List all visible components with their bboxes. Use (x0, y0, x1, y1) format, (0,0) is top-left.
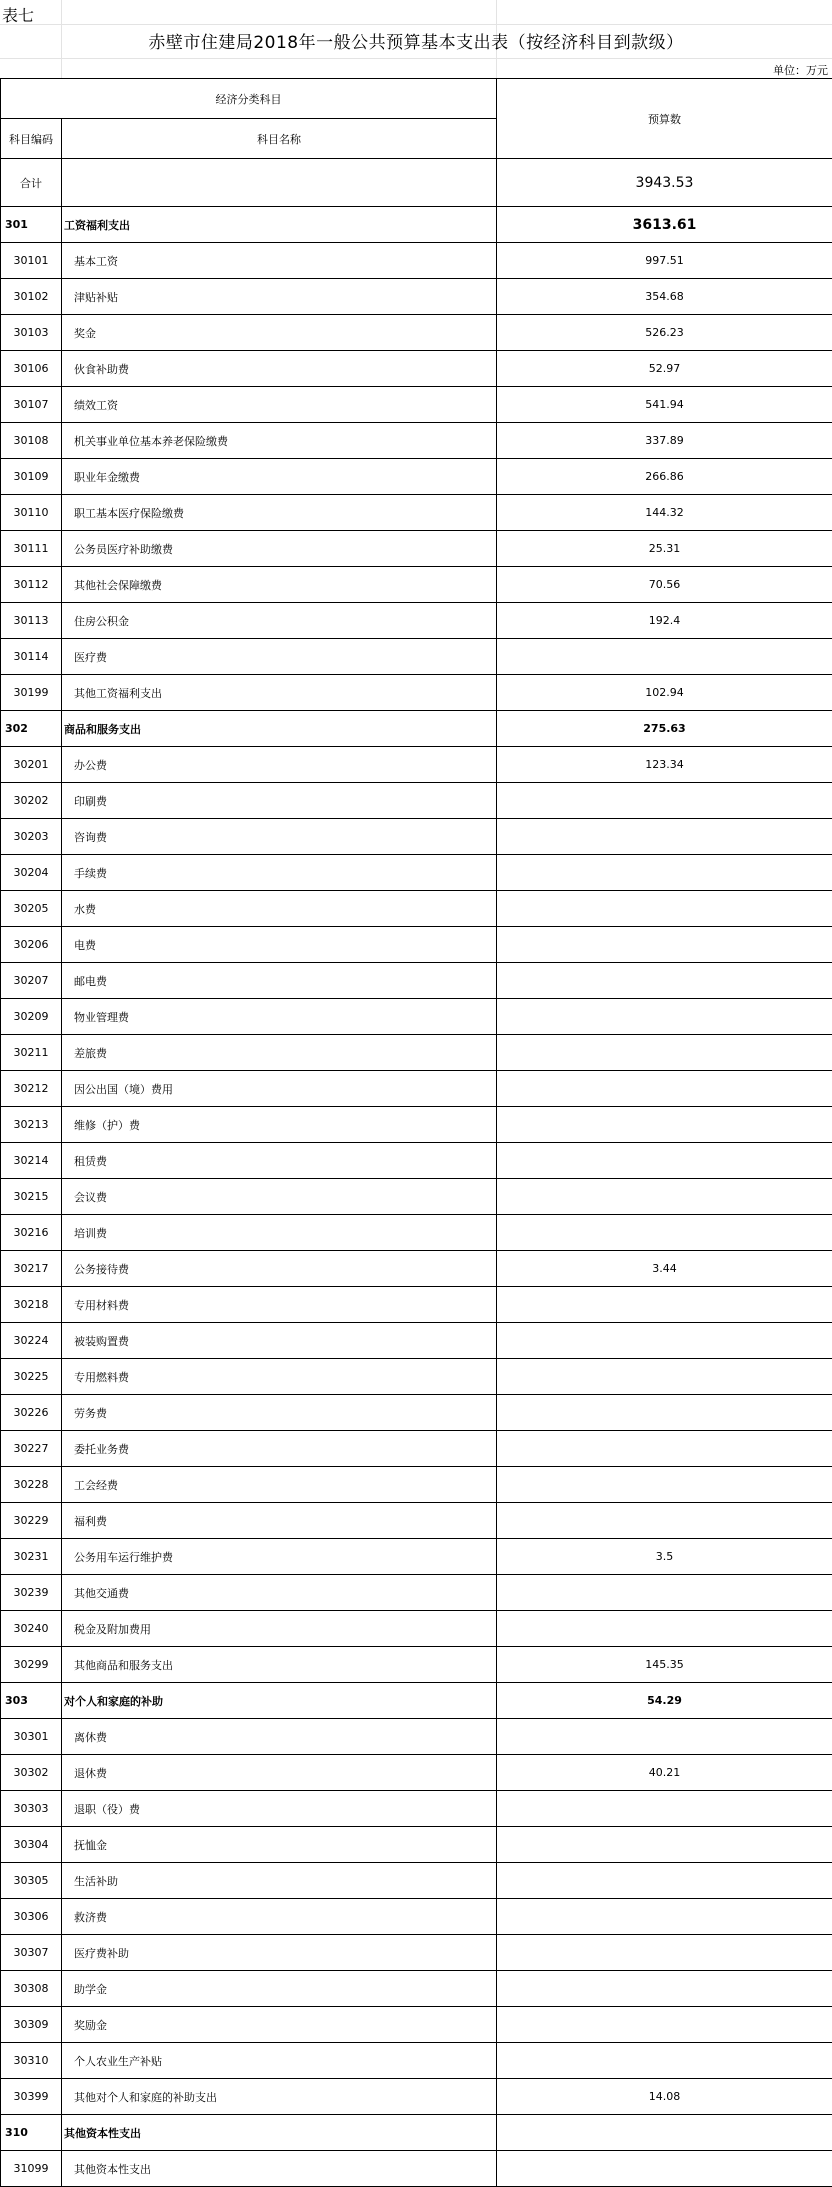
subject-code-cell: 30199 (1, 675, 62, 711)
budget-amount-cell: 997.51 (497, 243, 832, 279)
table-row (1, 1107, 832, 1143)
table-row (1, 243, 832, 279)
sheet-label: 表七 (2, 6, 35, 25)
table-row (1, 1935, 832, 1971)
subject-code-cell: 30239 (1, 1575, 62, 1611)
subject-code-cell: 30214 (1, 1143, 62, 1179)
table-row (1, 963, 832, 999)
subject-code-cell: 30227 (1, 1431, 62, 1467)
table-row (1, 783, 832, 819)
subject-name-cell: 医疗费补助 (62, 1935, 497, 1971)
budget-amount-cell: 40.21 (497, 1755, 832, 1791)
budget-amount-cell: 3613.61 (497, 207, 832, 243)
budget-amount-cell: 145.35 (497, 1647, 832, 1683)
sheet-top-area (0, 0, 832, 24)
budget-amount-cell: 337.89 (497, 423, 832, 459)
subject-name-cell: 电费 (62, 927, 497, 963)
subject-code-cell: 30209 (1, 999, 62, 1035)
unit-label: 单位：万元 (773, 64, 828, 77)
table-row (1, 1647, 832, 1683)
subject-name-cell: 对个人和家庭的补助 (62, 1683, 497, 1719)
subject-name-cell: 救济费 (62, 1899, 497, 1935)
budget-table (0, 78, 832, 2187)
budget-amount-cell (497, 1035, 832, 1071)
budget-amount-cell (497, 1395, 832, 1431)
subject-name-cell: 离休费 (62, 1719, 497, 1755)
subject-code-cell: 30107 (1, 387, 62, 423)
subject-name-cell: 公务接待费 (62, 1251, 497, 1287)
table-row (1, 2151, 832, 2187)
subject-code-cell: 30108 (1, 423, 62, 459)
budget-amount-cell (497, 999, 832, 1035)
budget-amount-cell (497, 639, 832, 675)
subject-name-cell: 福利费 (62, 1503, 497, 1539)
budget-amount-cell (497, 1143, 832, 1179)
subject-name-cell: 其他交通费 (62, 1575, 497, 1611)
category-row (1, 207, 832, 243)
budget-amount-cell (497, 1971, 832, 2007)
subject-code-cell: 30112 (1, 567, 62, 603)
budget-amount-cell (497, 855, 832, 891)
subject-code-cell: 30308 (1, 1971, 62, 2007)
table-row (1, 1575, 832, 1611)
budget-amount-cell: 52.97 (497, 351, 832, 387)
budget-amount-cell: 3.5 (497, 1539, 832, 1575)
table-row (1, 855, 832, 891)
table-row (1, 1431, 832, 1467)
header-group-cell: 经济分类科目 (1, 79, 497, 119)
table-row (1, 999, 832, 1035)
budget-amount-cell (497, 1107, 832, 1143)
subject-code-cell: 30215 (1, 1179, 62, 1215)
table-row (1, 603, 832, 639)
subject-code-cell: 30307 (1, 1935, 62, 1971)
subject-name-cell: 工资福利支出 (62, 207, 497, 243)
subject-name-cell: 住房公积金 (62, 603, 497, 639)
budget-amount-cell (497, 1791, 832, 1827)
subject-name-cell: 津贴补贴 (62, 279, 497, 315)
table-row (1, 279, 832, 315)
subject-code-cell: 30211 (1, 1035, 62, 1071)
subject-name-cell: 伙食补助费 (62, 351, 497, 387)
table-row (1, 639, 832, 675)
budget-amount-cell (497, 1899, 832, 1935)
subject-name-cell: 其他商品和服务支出 (62, 1647, 497, 1683)
budget-amount-cell: 144.32 (497, 495, 832, 531)
table-row (1, 927, 832, 963)
budget-amount-cell (497, 783, 832, 819)
budget-amount-cell (497, 1179, 832, 1215)
subject-name-cell: 其他对个人和家庭的补助支出 (62, 2079, 497, 2115)
subject-code-cell: 30205 (1, 891, 62, 927)
budget-amount-cell (497, 1611, 832, 1647)
budget-amount-cell (497, 1863, 832, 1899)
budget-amount-cell (497, 1071, 832, 1107)
gridline (0, 58, 832, 59)
budget-amount-cell (497, 2043, 832, 2079)
subject-code-cell: 30229 (1, 1503, 62, 1539)
subject-code-cell: 30114 (1, 639, 62, 675)
budget-amount-cell: 354.68 (497, 279, 832, 315)
subject-code-cell: 30310 (1, 2043, 62, 2079)
budget-amount-cell: 275.63 (497, 711, 832, 747)
budget-amount-cell: 70.56 (497, 567, 832, 603)
budget-amount-cell: 3.44 (497, 1251, 832, 1287)
budget-amount-cell (497, 819, 832, 855)
budget-amount-cell (497, 891, 832, 927)
budget-amount-cell (497, 1575, 832, 1611)
subject-code-cell: 301 (1, 207, 62, 243)
subject-name-cell: 其他工资福利支出 (62, 675, 497, 711)
subject-code-cell: 30113 (1, 603, 62, 639)
table-row (1, 1323, 832, 1359)
subject-code-cell: 30103 (1, 315, 62, 351)
table-row (1, 387, 832, 423)
table-row (1, 1611, 832, 1647)
subject-name-cell: 办公费 (62, 747, 497, 783)
subject-name-cell: 机关事业单位基本养老保险缴费 (62, 423, 497, 459)
subject-name-cell: 其他社会保障缴费 (62, 567, 497, 603)
category-row (1, 711, 832, 747)
table-row (1, 1971, 832, 2007)
subject-name-cell: 劳务费 (62, 1395, 497, 1431)
subject-code-cell: 30204 (1, 855, 62, 891)
table-row (1, 495, 832, 531)
subject-code-cell: 30110 (1, 495, 62, 531)
subject-name-cell: 邮电费 (62, 963, 497, 999)
budget-amount-cell (497, 2115, 832, 2151)
subject-code-cell: 30212 (1, 1071, 62, 1107)
budget-amount-cell (497, 1935, 832, 1971)
subject-name-cell: 职工基本医疗保险缴费 (62, 495, 497, 531)
subject-code-cell: 30207 (1, 963, 62, 999)
total-label-cell: 合计 (1, 159, 62, 207)
table-row (1, 351, 832, 387)
subject-name-cell: 会议费 (62, 1179, 497, 1215)
table-row (1, 747, 832, 783)
subject-name-cell: 租赁费 (62, 1143, 497, 1179)
category-row (1, 1683, 832, 1719)
table-row (1, 819, 832, 855)
subject-name-cell: 水费 (62, 891, 497, 927)
subject-name-cell: 维修（护）费 (62, 1107, 497, 1143)
budget-amount-cell (497, 1719, 832, 1755)
subject-code-cell: 30201 (1, 747, 62, 783)
subject-name-cell: 助学金 (62, 1971, 497, 2007)
table-row (1, 1719, 832, 1755)
budget-amount-cell: 541.94 (497, 387, 832, 423)
subject-name-cell: 退休费 (62, 1755, 497, 1791)
table-row (1, 1467, 832, 1503)
budget-amount-cell: 526.23 (497, 315, 832, 351)
subject-code-cell: 30106 (1, 351, 62, 387)
subject-code-cell: 30301 (1, 1719, 62, 1755)
subject-name-cell: 差旅费 (62, 1035, 497, 1071)
table-title: 赤壁市住建局2018年一般公共预算基本支出表（按经济科目到款级） (148, 33, 684, 53)
table-row (1, 1503, 832, 1539)
table-row (1, 1071, 832, 1107)
subject-name-cell: 手续费 (62, 855, 497, 891)
table-row (1, 891, 832, 927)
budget-amount-cell: 54.29 (497, 1683, 832, 1719)
table-row (1, 1791, 832, 1827)
subject-code-cell: 30202 (1, 783, 62, 819)
subject-code-cell: 30111 (1, 531, 62, 567)
subject-name-cell: 委托业务费 (62, 1431, 497, 1467)
subject-name-cell: 被装购置费 (62, 1323, 497, 1359)
table-row (1, 2007, 832, 2043)
subject-code-cell: 310 (1, 2115, 62, 2151)
table-row (1, 2043, 832, 2079)
table-row (1, 315, 832, 351)
subject-name-cell: 其他资本性支出 (62, 2115, 497, 2151)
subject-code-cell: 30303 (1, 1791, 62, 1827)
subject-name-cell: 物业管理费 (62, 999, 497, 1035)
budget-amount-cell: 266.86 (497, 459, 832, 495)
subject-name-cell: 其他资本性支出 (62, 2151, 497, 2187)
table-row (1, 1179, 832, 1215)
subject-code-cell: 31099 (1, 2151, 62, 2187)
budget-amount-cell (497, 1287, 832, 1323)
subject-name-cell: 生活补助 (62, 1863, 497, 1899)
header-name-cell: 科目名称 (62, 119, 497, 159)
subject-name-cell: 抚恤金 (62, 1827, 497, 1863)
subject-code-cell: 303 (1, 1683, 62, 1719)
budget-amount-cell: 14.08 (497, 2079, 832, 2115)
budget-amount-cell (497, 2151, 832, 2187)
subject-code-cell: 30224 (1, 1323, 62, 1359)
subject-code-cell: 30203 (1, 819, 62, 855)
subject-code-cell: 30240 (1, 1611, 62, 1647)
subject-code-cell: 30102 (1, 279, 62, 315)
table-row (1, 1755, 832, 1791)
budget-amount-cell (497, 1359, 832, 1395)
table-row (1, 1251, 832, 1287)
subject-code-cell: 30217 (1, 1251, 62, 1287)
table-row (1, 1899, 832, 1935)
subject-code-cell: 30299 (1, 1647, 62, 1683)
subject-code-cell: 30226 (1, 1395, 62, 1431)
subject-name-cell: 印刷费 (62, 783, 497, 819)
budget-amount-cell (497, 1431, 832, 1467)
table-row (1, 675, 832, 711)
table-row (1, 1035, 832, 1071)
table-row (1, 1143, 832, 1179)
table-row (1, 1215, 832, 1251)
subject-code-cell: 30225 (1, 1359, 62, 1395)
total-name-cell (62, 159, 497, 207)
table-row (1, 423, 832, 459)
gridline (0, 24, 832, 25)
subject-code-cell: 30218 (1, 1287, 62, 1323)
subject-code-cell: 30231 (1, 1539, 62, 1575)
subject-name-cell: 专用燃料费 (62, 1359, 497, 1395)
budget-amount-cell (497, 1323, 832, 1359)
subject-code-cell: 30206 (1, 927, 62, 963)
subject-code-cell: 30306 (1, 1899, 62, 1935)
table-row (1, 1827, 832, 1863)
table-row (1, 1359, 832, 1395)
subject-code-cell: 30309 (1, 2007, 62, 2043)
table-row (1, 1863, 832, 1899)
budget-table-body (1, 79, 832, 2187)
subject-code-cell: 30305 (1, 1863, 62, 1899)
table-row (1, 1539, 832, 1575)
subject-name-cell: 公务员医疗补助缴费 (62, 531, 497, 567)
header-code-cell: 科目编码 (1, 119, 62, 159)
budget-amount-cell (497, 1467, 832, 1503)
budget-amount-cell (497, 1215, 832, 1251)
budget-amount-cell (497, 2007, 832, 2043)
budget-amount-cell: 102.94 (497, 675, 832, 711)
subject-name-cell: 因公出国（境）费用 (62, 1071, 497, 1107)
subject-name-cell: 税金及附加费用 (62, 1611, 497, 1647)
subject-code-cell: 30213 (1, 1107, 62, 1143)
subject-name-cell: 咨询费 (62, 819, 497, 855)
subject-name-cell: 公务用车运行维护费 (62, 1539, 497, 1575)
table-row (1, 567, 832, 603)
header-amount-cell: 预算数 (497, 79, 832, 159)
subject-code-cell: 30304 (1, 1827, 62, 1863)
table-row (1, 2079, 832, 2115)
subject-name-cell: 培训费 (62, 1215, 497, 1251)
total-amount-cell: 3943.53 (497, 159, 832, 207)
budget-amount-cell: 123.34 (497, 747, 832, 783)
subject-name-cell: 基本工资 (62, 243, 497, 279)
budget-amount-cell (497, 927, 832, 963)
subject-name-cell: 奖励金 (62, 2007, 497, 2043)
subject-name-cell: 奖金 (62, 315, 497, 351)
subject-name-cell: 医疗费 (62, 639, 497, 675)
budget-amount-cell (497, 963, 832, 999)
subject-code-cell: 30302 (1, 1755, 62, 1791)
subject-code-cell: 302 (1, 711, 62, 747)
subject-name-cell: 工会经费 (62, 1467, 497, 1503)
subject-code-cell: 30216 (1, 1215, 62, 1251)
category-row (1, 2115, 832, 2151)
table-row (1, 1395, 832, 1431)
table-row (1, 531, 832, 567)
subject-name-cell: 商品和服务支出 (62, 711, 497, 747)
subject-name-cell: 职业年金缴费 (62, 459, 497, 495)
total-row (1, 159, 832, 207)
header-row-group (1, 79, 832, 119)
table-row (1, 459, 832, 495)
subject-name-cell: 个人农业生产补贴 (62, 2043, 497, 2079)
budget-amount-cell: 25.31 (497, 531, 832, 567)
subject-code-cell: 30399 (1, 2079, 62, 2115)
subject-code-cell: 30228 (1, 1467, 62, 1503)
subject-code-cell: 30109 (1, 459, 62, 495)
subject-name-cell: 专用材料费 (62, 1287, 497, 1323)
budget-amount-cell (497, 1503, 832, 1539)
budget-amount-cell: 192.4 (497, 603, 832, 639)
subject-code-cell: 30101 (1, 243, 62, 279)
budget-amount-cell (497, 1827, 832, 1863)
subject-name-cell: 退职（役）费 (62, 1791, 497, 1827)
subject-name-cell: 绩效工资 (62, 387, 497, 423)
table-row (1, 1287, 832, 1323)
